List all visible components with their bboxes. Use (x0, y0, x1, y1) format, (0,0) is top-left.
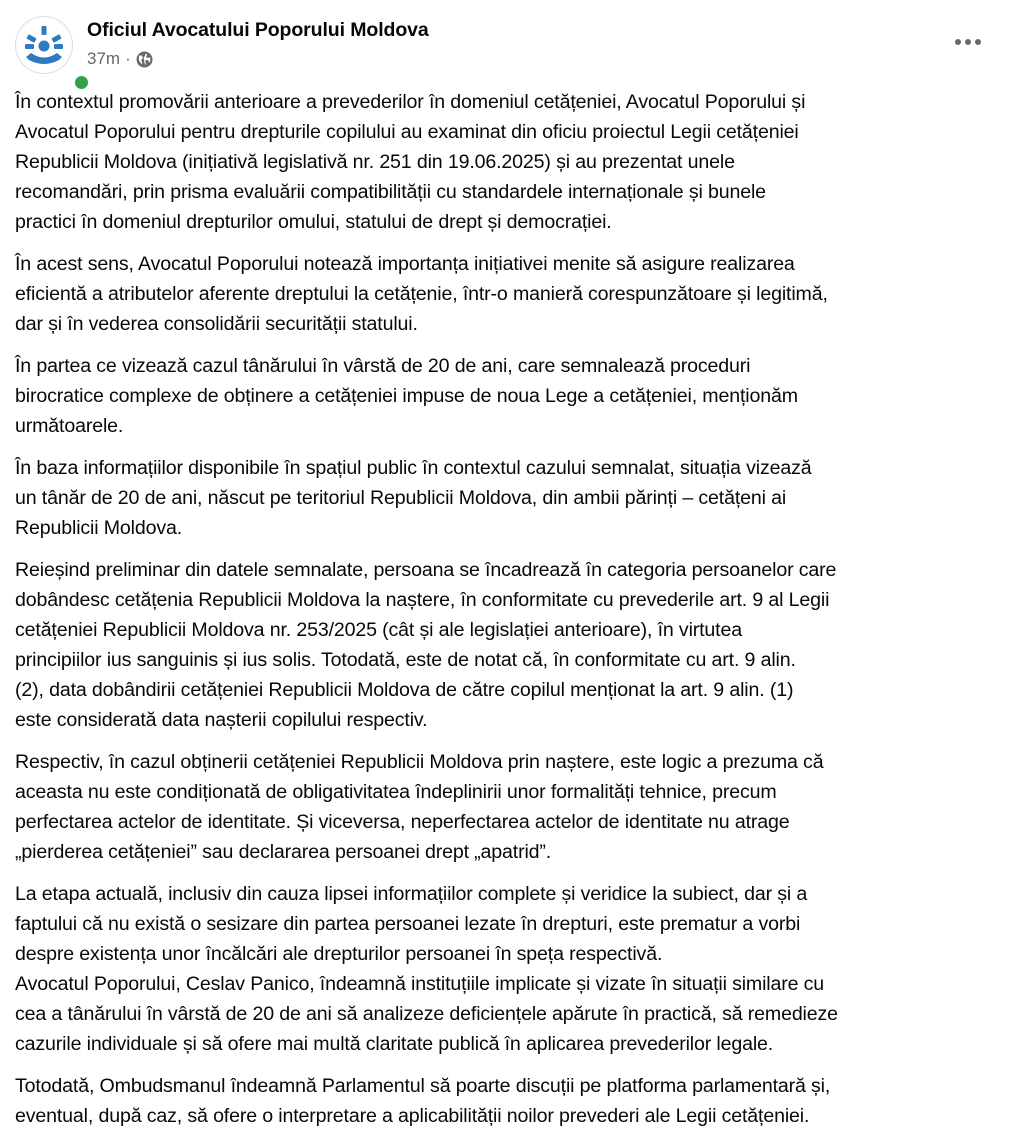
text-line: În contextul promovării anterioare a prevederilor în domeniul cetățeniei, Avocatul Poporului și (15, 91, 806, 113)
text-line: despre existența unor încălcări ale drepturilor persoanei în speța respectivă. (15, 943, 663, 965)
text-line: principiilor ius sanguinis și ius solis. Totodată, este de notat că, în conformitate cu art. 9 alin. (15, 649, 796, 671)
text-line: birocratice complexe de obținere a cetățeniei impuse de noua Lege a cetățeniei, menționăm (15, 385, 798, 407)
paragraph-7 (15, 879, 1005, 1059)
paragraph-5 (15, 555, 1005, 735)
paragraph-1 (15, 87, 1005, 237)
globe-icon[interactable] (136, 51, 153, 68)
text-line: În baza informațiilor disponibile în spațiul public în contextul cazului semnalat, situația vizează (15, 457, 812, 479)
paragraph-2 (15, 249, 1005, 339)
text-line: Respectiv, în cazul obținerii cetățeniei Republicii Moldova prin naștere, este logic a prezuma că (15, 751, 824, 773)
text-line: dobândesc cetățenia Republicii Moldova la naștere, în conformitate cu prevederile art. 9 al Legii (15, 589, 830, 611)
text-line: Reieșind preliminar din datele semnalate, persoana se încadrează în categoria persoanelor care (15, 559, 837, 581)
text-line: Republicii Moldova (inițiativă legislativă nr. 251 din 19.06.2025) și au prezentat unele (15, 151, 735, 173)
text-line: este considerată data nașterii copilului respectiv. (15, 709, 428, 731)
ombudsman-logo-icon (22, 23, 66, 67)
text-line: Avocatul Poporului pentru drepturile copilului au examinat din oficiu proiectul Legii cetățeniei (15, 121, 799, 143)
text-line: „pierderea cetățeniei” sau declararea persoanei drept „apatrid”. (15, 841, 552, 863)
text-line: cetățeniei Republicii Moldova nr. 253/2025 (cât și ale legislației anterioare), în virtutea (15, 619, 742, 641)
text-line: În partea ce vizează cazul tânărului în vârstă de 20 de ani, care semnalează proceduri (15, 355, 751, 377)
post-meta (87, 49, 153, 69)
timestamp-link[interactable]: 37m (87, 49, 121, 68)
paragraph-6 (15, 747, 1005, 867)
post-body (15, 87, 1005, 1143)
text-line: Republicii Moldova. (15, 517, 183, 539)
more-options-button[interactable] (955, 34, 981, 50)
text-line: un tânăr de 20 de ani, născut pe teritoriul Republicii Moldova, din ambii părinți – cetățeni ai (15, 487, 787, 509)
text-line: Totodată, Ombudsmanul îndeamnă Parlamentul să poarte discuții pe platforma parlamentară și, (15, 1075, 831, 1097)
paragraph-8 (15, 1071, 1005, 1131)
text-line: practici în domeniul drepturilor omului, statului de drept și democrației. (15, 211, 612, 233)
text-line: cazurile individuale și să ofere mai multă claritate publică în aplicarea prevederilor legale. (15, 1033, 774, 1055)
more-dot-icon (965, 39, 971, 45)
text-line: cea a tânărului în vârstă de 20 de ani să analizeze deficiențele apărute în practică, să remedieze (15, 1003, 838, 1025)
more-dot-icon (955, 39, 961, 45)
meta-separator: · (125, 49, 131, 68)
text-line: În acest sens, Avocatul Poporului notează importanța inițiativei menite să asigure realizarea (15, 253, 795, 275)
post-header (0, 0, 1016, 84)
text-line: următoarele. (15, 415, 124, 437)
page-avatar[interactable] (15, 16, 73, 74)
text-line: faptului că nu există o sesizare din partea persoanei lezate în drepturi, este prematur a vorbi (15, 913, 801, 935)
text-line: perfectarea actelor de identitate. Și viceversa, neperfectarea actelor de identitate nu atrage (15, 811, 790, 833)
text-line: dar și în vederea consolidării securității statului. (15, 313, 418, 335)
text-line: La etapa actuală, inclusiv din cauza lipsei informațiilor complete și veridice la subiect, dar și a (15, 883, 808, 905)
paragraph-4 (15, 453, 1005, 543)
more-dot-icon (975, 39, 981, 45)
text-line: (2), data dobândirii cetățeniei Republicii Moldova de către copilul menționat la art. 9 alin. (1) (15, 679, 794, 701)
paragraph-3 (15, 351, 1005, 441)
text-line: eventual, după caz, să ofere o interpretare a aplicabilității noilor prevederi ale Legii cetățeniei. (15, 1105, 810, 1127)
text-line: aceasta nu este condiționată de obligativitatea îndeplinirii unor formalități tehnice, precum (15, 781, 777, 803)
text-line: Avocatul Poporului, Ceslav Panico, îndeamnă instituțiile implicate și vizate în situații similare cu (15, 973, 825, 995)
text-line: recomandări, prin prisma evaluării compatibilității cu standardele internaționale și bunele (15, 181, 766, 203)
text-line: eficientă a atributelor aferente dreptului la cetățenie, într-o manieră corespunzătoare și legitimă, (15, 283, 828, 305)
page-name-link[interactable]: Oficiul Avocatului Poporului Moldova (87, 19, 429, 41)
